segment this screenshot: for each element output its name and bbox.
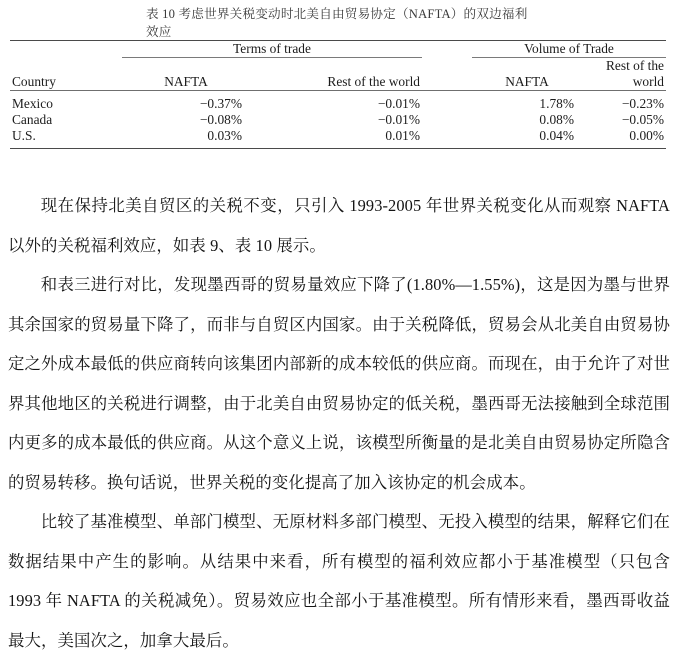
group-header-terms-of-trade: Terms of trade (233, 41, 311, 56)
group-header-volume-of-trade: Volume of Trade (524, 41, 614, 56)
cell-country: Mexico (12, 96, 53, 111)
cell-country: U.S. (12, 128, 36, 143)
column-header-vt-rest-of-world: Rest of the world (605, 58, 664, 89)
cell-vt-rest: −0.05% (621, 112, 664, 127)
cell-tt-rest: −0.01% (377, 112, 420, 127)
group-header-blank (10, 41, 122, 58)
cell-tt-nafta: 0.03% (207, 128, 242, 143)
body-paragraph-1: 现在保持北美自贸区的关税不变，只引入 1993-2005 年世界关税变化从而观察 NAFTA 以外的关税福利效应，如表 9、表 10 展示。 (8, 196, 670, 255)
bilateral-welfare-table (10, 40, 666, 149)
column-header-tt-nafta: NAFTA (164, 74, 208, 89)
table-row (10, 112, 666, 128)
cell-tt-rest: 0.01% (385, 128, 420, 143)
table-group-header-row (10, 41, 666, 58)
table-caption-line-1: 表 10 考虑世界关税变动时北美自由贸易协定（NAFTA）的双边福利 (146, 7, 528, 21)
table-10 (10, 40, 666, 149)
cell-vt-nafta: 1.78% (539, 96, 574, 111)
table-bottom-rule (10, 149, 666, 150)
column-header-tt-rest-of-world: Rest of the world (327, 74, 420, 89)
cell-gap (422, 128, 472, 144)
cell-tt-nafta: −0.08% (199, 112, 242, 127)
table-caption-line-2: 效应 (146, 25, 172, 39)
cell-vt-nafta: 0.04% (539, 128, 574, 143)
cell-vt-nafta: 0.08% (539, 112, 574, 127)
cell-gap (422, 96, 472, 112)
table-row (10, 96, 666, 112)
cell-country: Canada (12, 112, 53, 127)
cell-vt-rest: 0.00% (629, 128, 664, 143)
document-body (8, 186, 670, 660)
table-column-header-row (10, 58, 666, 91)
cell-vt-rest: −0.23% (621, 96, 664, 111)
group-header-gap (422, 41, 472, 58)
body-paragraph-2: 和表三进行对比，发现墨西哥的贸易量效应下降了(1.80%—1.55%)，这是因为墨与世界其余国家的贸易量下降了，而非与自贸区内国家。由于关税降低，贸易会从北美自由贸易协定之外成本最低的供应商转向该集团内部新的成本较低的供应商。而现在，由于允许了对世界其他地区的关税进行调整，由于北美自由贸易协定的低关税，墨西哥无法接触到全球范围内更多的成本最低的供应商。从这个意义上说，该模型所衡量的是北美自由贸易协定所隐含的贸易转移。换句话说，世界关税的变化提高了加入该协定的机会成本。 (8, 275, 670, 492)
cell-tt-nafta: −0.37% (199, 96, 242, 111)
table-caption (146, 5, 566, 41)
body-paragraph-3: 比较了基准模型、单部门模型、无原材料多部门模型、无投入模型的结果，解释它们在数据结果中产生的影响。从结果中来看，所有模型的福利效应都小于基准模型（只包含 1993 年 NAFTA 的关税减免）。贸易效应也全部小于基准模型。所有情形来看，墨西哥收益最大，美国次之，加拿大最后。 (8, 512, 670, 650)
column-header-vt-nafta: NAFTA (505, 74, 549, 89)
column-header-gap (422, 58, 472, 91)
cell-tt-rest: −0.01% (377, 96, 420, 111)
table-row (10, 128, 666, 144)
column-header-country: Country (12, 74, 56, 89)
cell-gap (422, 112, 472, 128)
